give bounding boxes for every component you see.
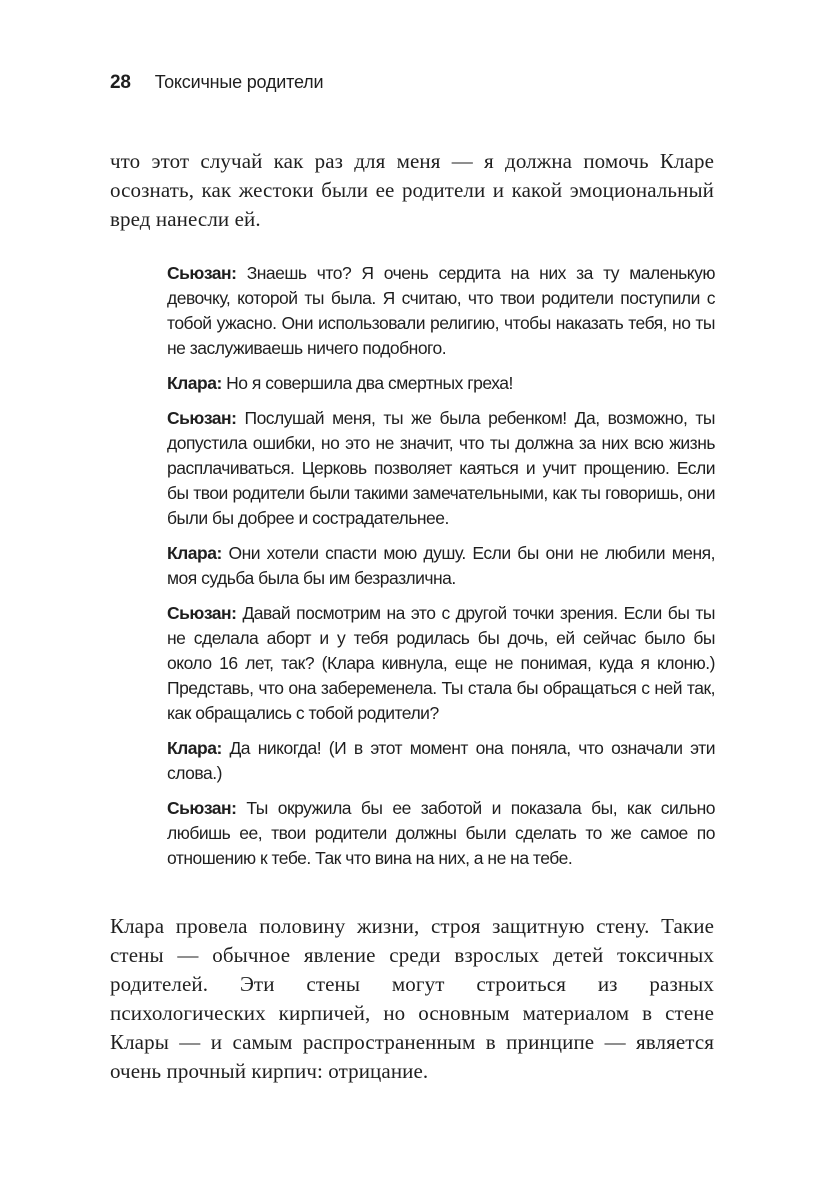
- speaker-label: Сьюзан:: [167, 798, 237, 818]
- closing-paragraph: Клара провела половину жизни, строя защитную стену. Такие стены — обычное явление среди взрослых детей токсичных родителей. Эти стены могут строиться из разных психологических кирпичей, но основным материалом в стене Клары — и самым распространенным в принципе — является очень прочный кирпич: отрицание.: [110, 914, 714, 1083]
- dialogue-text: Да никогда! (И в этот момент она поняла, что означали эти слова.): [167, 738, 715, 783]
- dialogue-text: Послушай меня, ты же была ребенком! Да, возможно, ты допустила ошибки, но это не значит, что ты должна за них всю жизнь расплачиваться. Церковь позволяет каяться и учит прощению. Если бы твои родители были такими замечательными, как ты говоришь, они были бы добрее и сострадательнее.: [167, 408, 715, 528]
- speaker-label: Клара:: [167, 543, 222, 563]
- dialogue-block: [167, 261, 715, 881]
- dialogue-line: [167, 601, 715, 726]
- dialogue-line: [167, 736, 715, 786]
- page-number: 28: [110, 72, 131, 93]
- dialogue-line: [167, 541, 715, 591]
- speaker-label: Клара:: [167, 738, 222, 758]
- intro-paragraph: что этот случай как раз для меня — я должна помочь Кларе осознать, как жестоки были ее родители и какой эмоциональный вред нанесли ей.: [110, 149, 714, 231]
- dialogue-line: [167, 796, 715, 871]
- speaker-label: Сьюзан:: [167, 263, 237, 283]
- dialogue-line: [167, 406, 715, 531]
- dialogue-line: [167, 371, 715, 396]
- running-header: [110, 72, 323, 102]
- book-title: Токсичные родители: [154, 72, 324, 92]
- dialogue-text: Знаешь что? Я очень сердита на них за ту маленькую девочку, которой ты была. Я считаю, что твои родители поступили с тобой ужасно. Они использовали религию, чтобы наказать тебя, но ты не заслуживаешь ничего подобного.: [167, 263, 715, 358]
- speaker-label: Клара:: [167, 373, 222, 393]
- speaker-label: Сьюзан:: [167, 603, 237, 623]
- dialogue-text: Давай посмотрим на это с другой точки зрения. Если бы ты не сделала аборт и у тебя родилась бы дочь, ей сейчас было бы около 16 лет, так? (Клара кивнула, еще не понимая, куда я клоню.) Представь, что она забеременела. Ты стала бы обращаться с ней так, как обращались с тобой родители?: [167, 603, 715, 723]
- dialogue-line: [167, 261, 715, 361]
- dialogue-text: Но я совершила два смертных греха!: [226, 373, 513, 393]
- dialogue-text: Они хотели спасти мою душу. Если бы они не любили меня, моя судьба была бы им безразлична.: [167, 543, 715, 588]
- speaker-label: Сьюзан:: [167, 408, 237, 428]
- dialogue-text: Ты окружила бы ее заботой и показала бы, как сильно любишь ее, твои родители должны были сделать то же самое по отношению к тебе. Так что вина на них, а не на тебе.: [167, 798, 715, 868]
